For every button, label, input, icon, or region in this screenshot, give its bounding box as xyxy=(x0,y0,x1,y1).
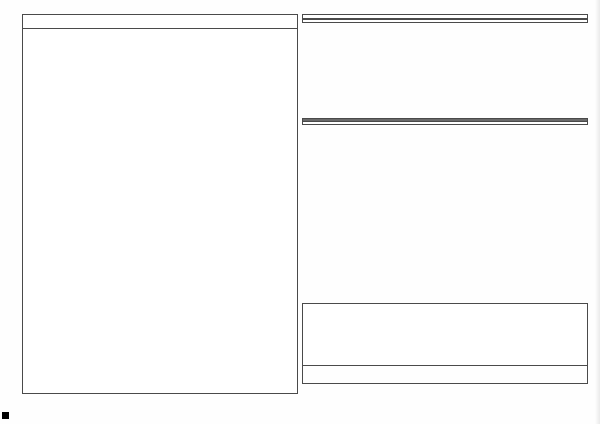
language-codes-box xyxy=(302,365,588,384)
table3-caption xyxy=(303,121,587,124)
table1-body xyxy=(23,29,297,393)
table1-technical-data xyxy=(22,14,298,394)
table2a-caption xyxy=(303,19,587,22)
scan-edge-shadow xyxy=(595,0,600,424)
corner-crop-mark xyxy=(2,412,9,419)
warnings-box xyxy=(302,303,588,366)
table2a-dimensions xyxy=(302,14,588,23)
table1-language-header-row xyxy=(23,15,297,29)
table3-connections xyxy=(302,118,588,125)
